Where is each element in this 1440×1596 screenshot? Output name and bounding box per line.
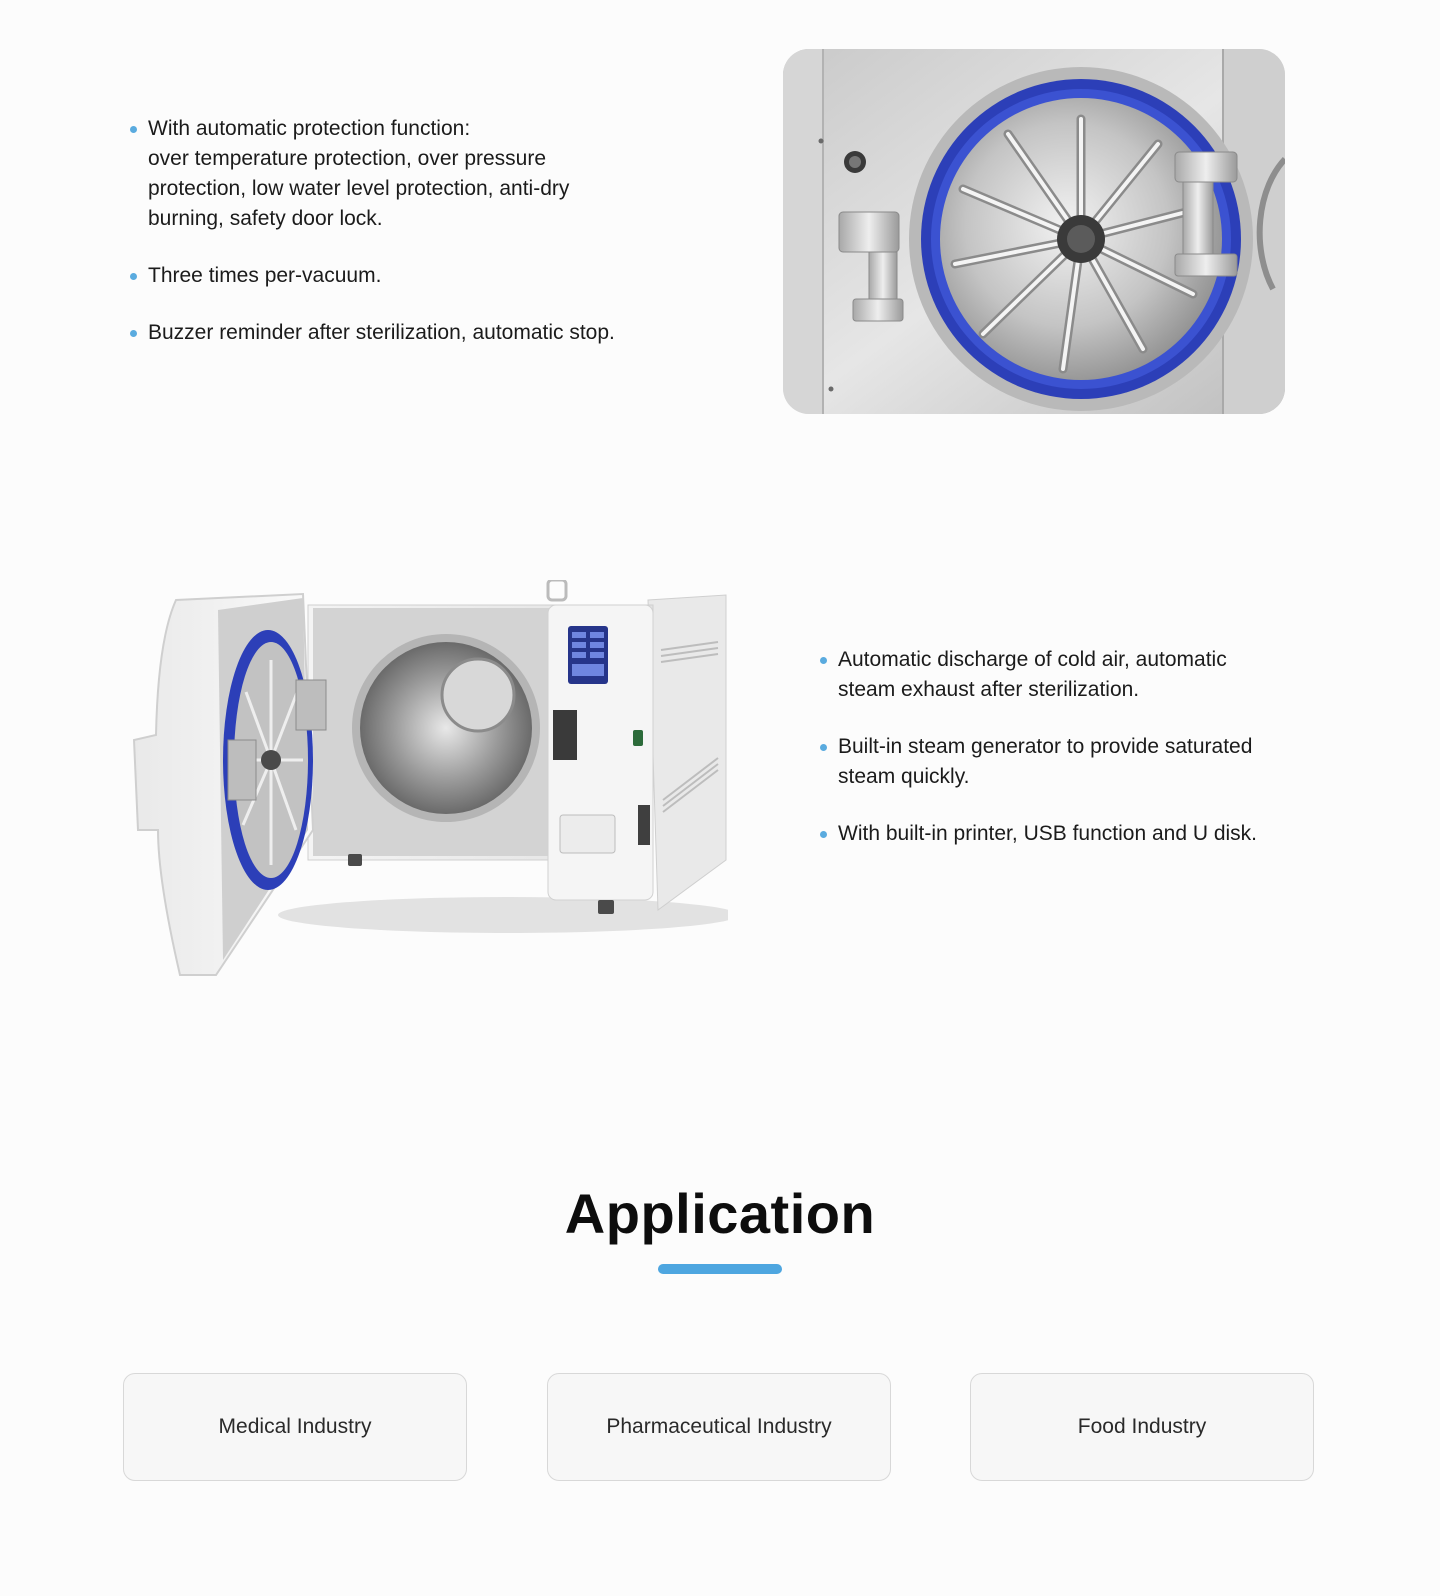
- autoclave-door-photo: [783, 49, 1285, 414]
- feature-line: over temperature protection, over pressure: [148, 147, 547, 170]
- application-card-food[interactable]: [970, 1373, 1314, 1481]
- feature-item: [128, 114, 688, 234]
- feature-line: steam exhaust after sterilization.: [838, 678, 1140, 701]
- feature-line: protection, low water level protection, anti-dry: [148, 177, 570, 200]
- card-label: Pharmaceutical Industry: [606, 1415, 832, 1438]
- feature-line: burning, safety door lock.: [148, 207, 383, 230]
- feature-item: [818, 732, 1338, 792]
- feature-line: With automatic protection function:: [148, 117, 471, 140]
- card-label: Food Industry: [1077, 1415, 1207, 1438]
- feature-item: [818, 645, 1338, 705]
- application-card-medical[interactable]: [123, 1373, 467, 1481]
- autoclave-machine-photo: [128, 580, 728, 1000]
- feature-line: steam quickly.: [838, 765, 970, 788]
- features-bottom-list: [818, 645, 1338, 876]
- title-underline: [658, 1264, 782, 1274]
- feature-line: Three times per-vacuum.: [148, 264, 382, 287]
- feature-line: Built-in steam generator to provide saturated: [838, 735, 1253, 758]
- feature-item: [818, 819, 1338, 849]
- feature-line: Automatic discharge of cold air, automatic: [838, 648, 1227, 671]
- card-label: Medical Industry: [218, 1415, 372, 1438]
- features-top-list: [128, 114, 688, 375]
- feature-item: [128, 261, 688, 291]
- feature-item: [128, 318, 688, 348]
- application-card-pharmaceutical[interactable]: [547, 1373, 891, 1481]
- application-title: Application: [564, 1182, 876, 1245]
- feature-line: With built-in printer, USB function and U disk.: [838, 822, 1258, 845]
- feature-line: Buzzer reminder after sterilization, automatic stop.: [148, 321, 615, 344]
